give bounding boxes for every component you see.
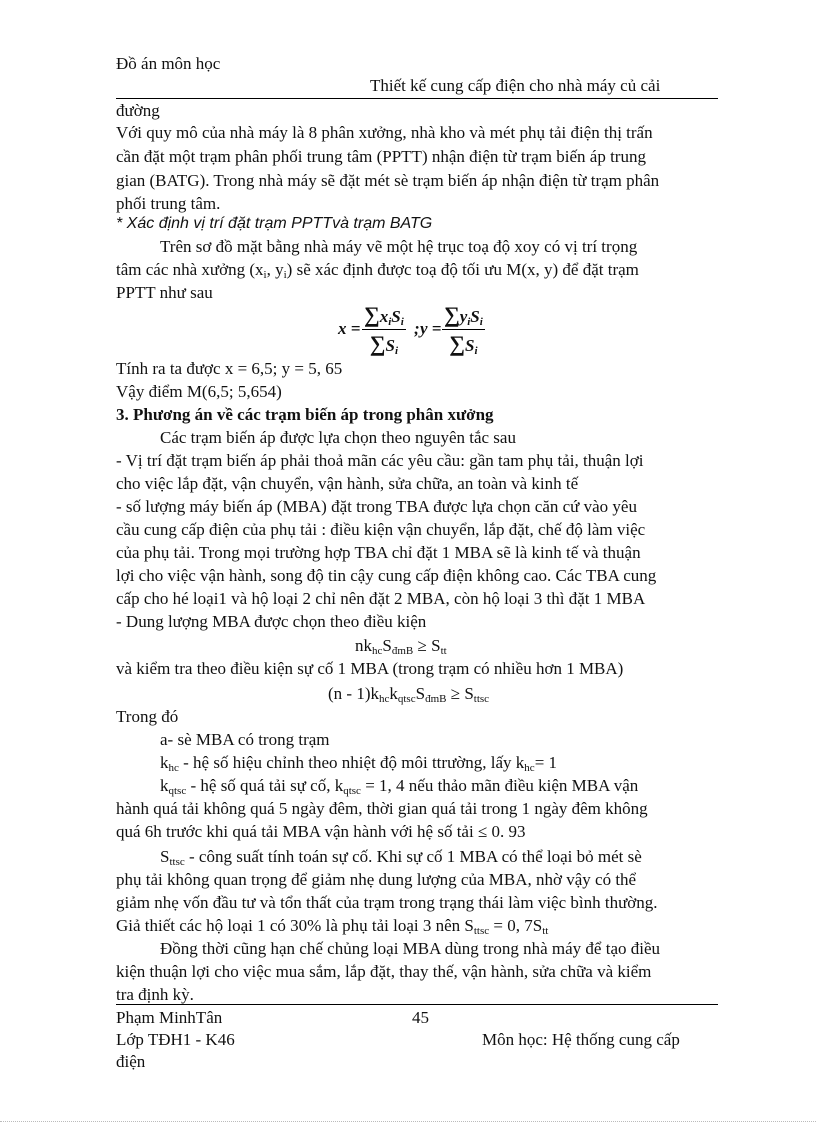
text-line: Trên sơ đồ mặt bằng nhà máy vẽ một hệ trục toạ độ xoy có vị trí trọng [160, 237, 638, 256]
text-line: giảm nhẹ vốn đầu tư và tổn thất của trạm trong trạng thái làm việc bình thường. [116, 893, 658, 912]
centroid-formula: x = $\sum x_iS_i$ $\sum S_i$ ; y = $\sum y_iS_i$ $\sum S_i$ [338, 302, 483, 357]
section-heading-italic: * Xác định vị trí đặt trạm PPTTvà trạm BATG [116, 215, 433, 232]
text-line: tra định kỳ. [116, 985, 194, 1004]
text-line: Đồng thời cũng hạn chế chủng loại MBA dùng trong nhà máy để tạo điều [160, 939, 661, 958]
text-line: phối trung tâm. [116, 194, 221, 213]
text-line: kiện thuận lợi cho việc mua sắm, lắp đặt, thay thế, vận hành, sửa chữa và kiểm [116, 962, 652, 981]
footer-subject: Môn học: Hệ thống cung cấp [482, 1030, 680, 1049]
text-line: hành quá tải không quá 5 ngày đêm, thời gian quá tải trong 1 ngày đêm không [116, 799, 648, 818]
footer-class: Lớp TĐH1 - K46 [116, 1030, 235, 1049]
text-line: của phụ tải. Trong mọi trường hợp TBA chỉ đặt 1 MBA sẽ là kinh tế và thuận [116, 543, 641, 562]
footer-author: Phạm MinhTân [116, 1008, 223, 1027]
text-line: tâm các nhà xưởng ($x_i$, $y_i$) sẽ xác định được toạ độ tối ưu M(x, y) để đặt trạm [116, 260, 639, 281]
text-line: cho việc lắp đặt, vận chuyển, vận hành, sửa chữa, an toàn và kinh tế [116, 474, 579, 493]
text-line: phụ tải không quan trọng để giảm nhẹ dung lượng của MBA, nhờ vậy có thể [116, 870, 637, 889]
equation-fault: $(n - 1)k_{hc}k_{qtsc}S_{đmB} \ge S_{ttsc}$ [328, 684, 490, 705]
text-line: $k_{qtsc}$ - hệ số quá tải sự cố, $k_{qtsc} = 1$, 4 nếu thảo mãn điều kiện MBA vận [160, 776, 639, 797]
text-line: gian (BATG). Trong nhà máy sẽ đặt mét sè trạm biến áp nhận điện từ trạm phân [116, 171, 660, 190]
footer-subject-cont: điện [116, 1052, 146, 1071]
text-line: và kiểm tra theo điều kiện sự cố 1 MBA (trong trạm có nhiều hơn 1 MBA) [116, 659, 624, 678]
text-line: cần đặt một trạm phân phối trung tâm (PPTT) nhận điện từ trạm biến áp trung [116, 147, 646, 166]
equation-capacity: $nk_{hc}S_{đmB} \ge S_{tt}$ [355, 636, 447, 657]
text-line: a- sè MBA có trong trạm [160, 730, 330, 749]
text-line: - Dung lượng MBA được chọn theo điều kiện [116, 612, 427, 631]
text-line: quá 6h trước khi quá tải MBA vận hành với hệ số tải ≤ 0. 93 [116, 822, 526, 841]
text-line: lợi cho việc vận hành, song độ tin cậy cung cấp điện không cao. Các TBA cung [116, 566, 657, 585]
text-line: đường [116, 101, 160, 120]
text-line: Với quy mô của nhà máy là 8 phân xưởng, nhà kho và mét phụ tải điện thị trấn [116, 123, 653, 142]
page-number: 45 [412, 1008, 429, 1027]
page-edge [0, 1121, 816, 1122]
header-rule [116, 98, 718, 99]
text-line: Vậy điểm M(6,5; 5,654) [116, 382, 282, 401]
text-line: - Vị trí đặt trạm biến áp phải thoả mãn các yêu cầu: gần tam phụ tải, thuận lợi [116, 451, 644, 470]
section-heading: 3. Phương án về các trạm biến áp trong phân xưởng [116, 405, 494, 424]
text-line: Tính ra ta được x = 6,5; y = 5, 65 [116, 359, 343, 378]
footer-rule [116, 1004, 718, 1005]
text-line: Các trạm biến áp được lựa chọn theo nguyên tắc sau [160, 428, 516, 447]
text-line: Giả thiết các hộ loại 1 có 30% là phụ tải loại 3 nên $S_{ttsc} = 0$, $7S_{tt}$ [116, 916, 549, 937]
header-left: Đồ án môn học [116, 54, 221, 73]
text-line: cấp cho hé loại1 và hộ loại 2 chỉ nên đặt 2 MBA, còn hộ loại 3 thì đặt 1 MBA [116, 589, 646, 608]
text-line: cầu cung cấp điện của phụ tải : điều kiện vận chuyển, lắp đặt, chế độ làm việc [116, 520, 646, 539]
text-line: - số lượng máy biến áp (MBA) đặt trong TBA được lựa chọn căn cứ vào yêu [116, 497, 637, 516]
text-line: $S_{ttsc}$ - công suất tính toán sự cố. Khi sự cố 1 MBA có thể loại bỏ mét sè [160, 847, 642, 868]
text-line: Trong đó [116, 707, 179, 726]
text-line: $k_{hc}$ - hệ số hiệu chỉnh theo nhiệt độ môi ttrường, lấy $k_{hc}= 1$ [160, 753, 558, 774]
header-right: Thiết kế cung cấp điện cho nhà máy củ cải [370, 76, 661, 95]
text-line: PPTT như sau [116, 283, 213, 302]
